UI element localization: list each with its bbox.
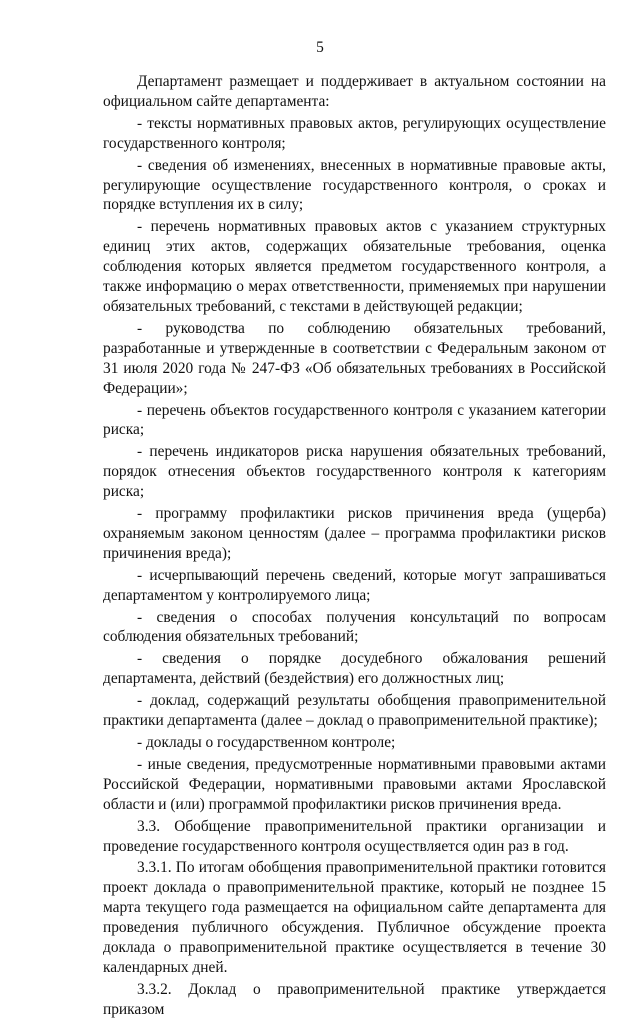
- list-item-other: - иные сведения, предусмотренные нормативными правовыми актами Российской Федерации, нормативными правовыми актами Ярославской области и (или) программой профилактики рисков причинения вреда.: [103, 755, 606, 813]
- list-item-consultations: - сведения о способах получения консультаций по вопросам соблюдения обязательных требований;: [103, 608, 606, 646]
- section-3-3-1: 3.3.1. По итогам обобщения правоприменительной практики готовится проект доклада о правоприменительной практике, который не позднее 15 марта текущего года размещается на официальном сайте департамента для проведения публичного обсуждения. Публичное обсуждение проекта доклада о правоприменительной практике осуществляется в течение 30 календарных дней.: [103, 859, 606, 976]
- list-item-prevention-program: - программу профилактики рисков причинения вреда (ущерба) охраняемым законом ценностям (далее – программа профилактики рисков причинения вреда);: [103, 505, 606, 562]
- section-3-3-2: 3.3.2. Доклад о правоприменительной практике утверждается приказом: [103, 980, 606, 1018]
- list-item-guides: - руководства по соблюдению обязательных требований, разработанные и утвержденные в соответствии с Федеральным законом от 31 июля 2020 года № 247-ФЗ «Об обязательных требованиях в Российской Федерации»;: [103, 319, 606, 397]
- list-item-changes: - сведения об изменениях, внесенных в нормативные правовые акты, регулирующие осуществление государственного контроля, о сроках и порядке вступления их в силу;: [103, 156, 606, 214]
- list-item-acts-list: - перечень нормативных правовых актов с указанием структурных единиц этих актов, содержащих обязательные требования, оценка соблюдения которых является предметом государственного контроля, а также информацию о мерах ответственности, применяемых при нарушении обязательных требований, с текстами в действующей редакции;: [103, 218, 606, 315]
- list-item-practice-report: - доклад, содержащий результаты обобщения правоприменительной практики департамента (далее – доклад о правоприменительной практике);: [103, 692, 606, 730]
- list-item-objects: - перечень объектов государственного контроля с указанием категории риска;: [103, 401, 606, 439]
- list-item-info-list: - исчерпывающий перечень сведений, которые могут запрашиваться департаментом у контролируемого лица;: [103, 566, 606, 604]
- section-3-3: 3.3. Обобщение правоприменительной практики организации и проведение государственного контроля осуществляется один раз в год.: [103, 817, 606, 855]
- document-body: [103, 72, 606, 1022]
- list-item-appeal: - сведения о порядке досудебного обжалования решений департамента, действий (бездействия) его должностных лиц;: [103, 650, 606, 688]
- list-item-reports: - доклады о государственном контроле;: [137, 734, 396, 751]
- paragraph-intro: Департамент размещает и поддерживает в актуальном состоянии на официальном сайте департамента:: [103, 73, 606, 110]
- page-number: 5: [316, 39, 324, 56]
- list-item-risk-indicators: - перечень индикаторов риска нарушения обязательных требований, порядок отнесения объектов государственного контроля к категориям риска;: [103, 443, 606, 501]
- list-item-normative-acts: - тексты нормативных правовых актов, регулирующих осуществление государственного контроля;: [103, 114, 606, 152]
